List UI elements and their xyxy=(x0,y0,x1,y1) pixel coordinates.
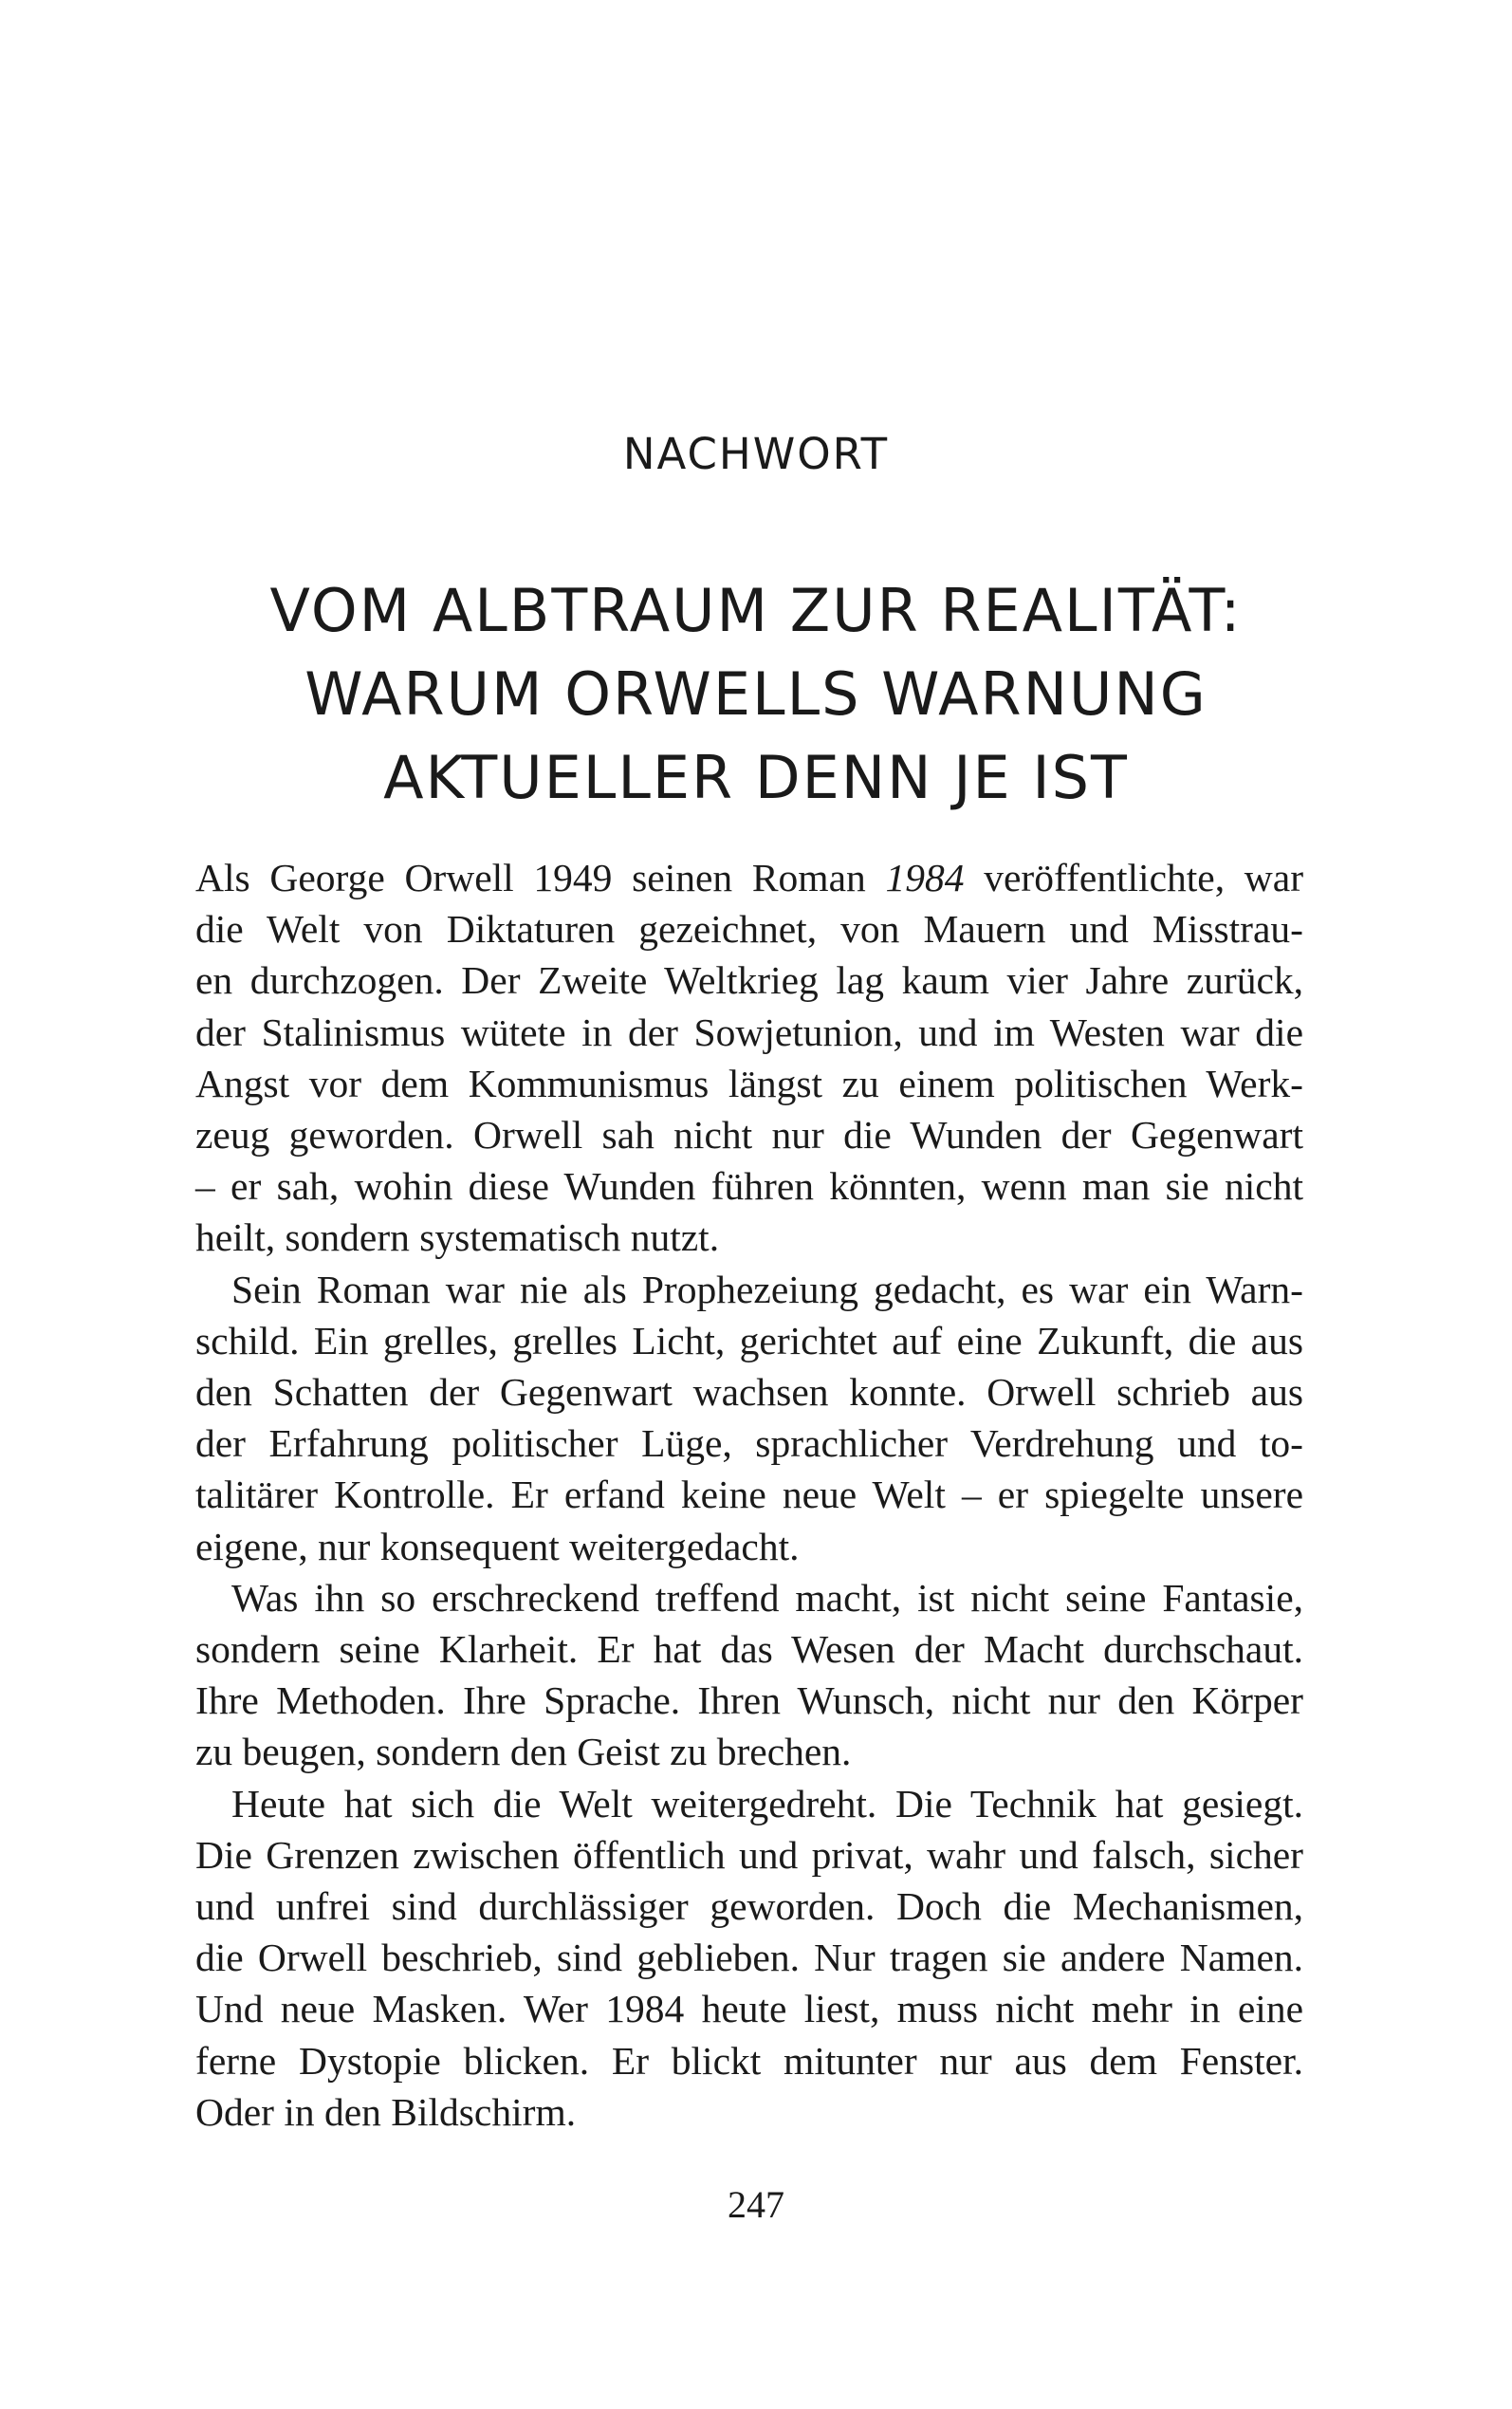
text-line: schild. Ein grelles, grelles Licht, gerichtet auf eine Zukunft, die aus xyxy=(195,1318,1303,1362)
text-line: und unfrei sind durchlässiger geworden. Doch die Mechanismen, xyxy=(195,1884,1303,1929)
title-line: WARUM ORWELLS WARNUNG xyxy=(304,659,1208,729)
text-line: heilt, sondern systematisch nutzt. xyxy=(195,1215,720,1260)
text-line: die Orwell beschrieb, sind geblieben. Nur tragen sie andere Namen. xyxy=(195,1936,1303,1980)
text-line: Die Grenzen zwischen öffentlich und privat, wahr und falsch, sicher xyxy=(195,1832,1303,1877)
text-line: zu beugen, sondern den Geist zu brechen. xyxy=(195,1730,852,1774)
text-line: – er sah, wohin diese Wunden führen könnten, wenn man sie nicht xyxy=(195,1164,1303,1209)
text-line xyxy=(195,852,1303,903)
paragraph xyxy=(195,1572,1303,1778)
text-line: Sein Roman war nie als Prophezeiung gedacht, es war ein Warn- xyxy=(231,1267,1303,1311)
text-line: die Welt von Diktaturen gezeichnet, von Mauern und Misstrau- xyxy=(195,907,1303,952)
text-segment: Als George Orwell 1949 seinen Roman xyxy=(195,856,886,899)
page-number: 247 xyxy=(728,2183,784,2226)
text-segment: veröffentlichte, war xyxy=(964,856,1304,899)
body-text xyxy=(195,852,1303,2138)
chapter-label: NACHWORT xyxy=(622,429,890,479)
text-line: Was ihn so erschreckend treffend macht, ist nicht seine Fantasie, xyxy=(231,1575,1303,1620)
paragraph xyxy=(195,1264,1303,1572)
text-line: den Schatten der Gegenwart wachsen konnte. Orwell schrieb aus xyxy=(195,1370,1303,1415)
chapter-title xyxy=(171,569,1341,820)
text-line: sondern seine Klarheit. Er hat das Wesen der Macht durchschaut. xyxy=(195,1627,1303,1672)
text-line: Heute hat sich die Welt weitergedreht. Die Technik hat gesiegt. xyxy=(231,1781,1303,1825)
text-line: Angst vor dem Kommunismus längst zu einem politischen Werk- xyxy=(195,1061,1303,1105)
text-line: ferne Dystopie blicken. Er blickt mitunter nur aus dem Fenster. xyxy=(195,2038,1303,2083)
title-line: VOM ALBTRAUM ZUR REALITÄT: xyxy=(269,576,1243,645)
title-line: AKTUELLER DENN JE IST xyxy=(383,743,1129,812)
book-title-italic: 1984 xyxy=(885,856,965,899)
text-line: der Stalinismus wütete in der Sowjetunion, und im Westen war die xyxy=(195,1010,1303,1054)
text-line: zeug geworden. Orwell sah nicht nur die Wunden der Gegenwart xyxy=(195,1113,1303,1158)
text-line: eigene, nur konsequent weitergedacht. xyxy=(195,1524,800,1568)
text-line: der Erfahrung politischer Lüge, sprachlicher Verdrehung und to- xyxy=(195,1421,1303,1466)
text-line: talitärer Kontrolle. Er erfand keine neue Welt – er spiegelte unsere xyxy=(195,1473,1303,1517)
text-line: Oder in den Bildschirm. xyxy=(195,2089,577,2134)
text-line: Ihre Methoden. Ihre Sprache. Ihren Wunsch, nicht nur den Körper xyxy=(195,1678,1303,1723)
text-line: en durchzogen. Der Zweite Weltkrieg lag kaum vier Jahre zurück, xyxy=(195,958,1303,1003)
text-line: Und neue Masken. Wer 1984 heute liest, muss nicht mehr in eine xyxy=(195,1987,1303,2031)
paragraph xyxy=(195,852,1303,1264)
paragraph xyxy=(195,1778,1303,2138)
